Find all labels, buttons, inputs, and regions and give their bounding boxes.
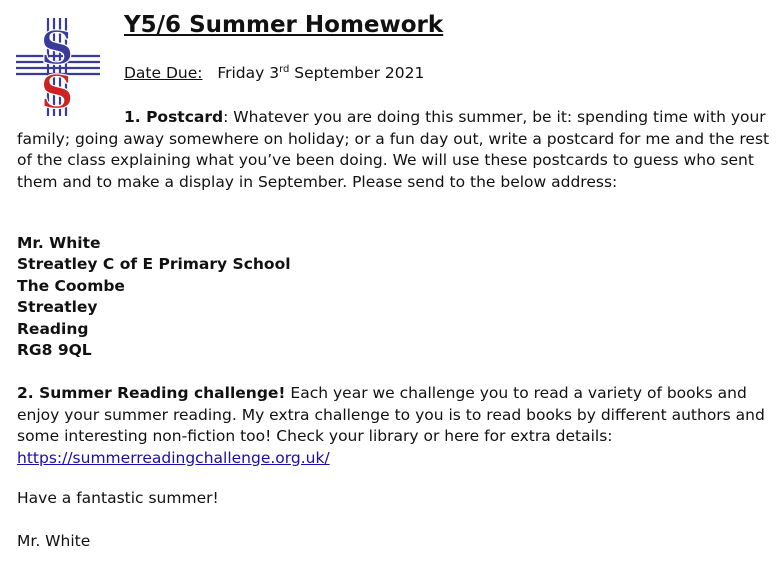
reading-challenge-link[interactable]: https://summerreadingchallenge.org.uk/ [17, 448, 330, 467]
postcard-heading: 1. Postcard [124, 108, 224, 126]
page-title: Y5/6 Summer Homework [124, 12, 444, 38]
address-line: Reading [17, 319, 89, 338]
postcard-text: : Whatever you are doing this summer, be it: spending time with your family; going away somewhere on holiday; or a fun day out, write a postcard for me and the rest of the class explaining what you’ve been doing. We will use these postcards to guess who sent them and to make a display in September. Please send to the below address: [17, 108, 770, 191]
address-line: RG8 9QL [17, 341, 92, 360]
reading-paragraph [17, 383, 776, 469]
postal-address [17, 233, 291, 361]
date-due [124, 64, 424, 82]
postcard-paragraph [17, 107, 776, 193]
address-line: Mr. White [17, 234, 101, 252]
date-due-value: Friday 3rd September 2021 [217, 64, 425, 83]
reading-heading: 2. Summer Reading challenge! [17, 384, 286, 402]
closing-line: Have a fantastic summer! [17, 489, 219, 507]
address-line: The Coombe [17, 276, 125, 295]
address-line: Streatley [17, 298, 98, 317]
school-logo [14, 16, 102, 118]
address-line: Streatley C of E Primary School [17, 255, 291, 274]
logo-letter-blue: S [40, 21, 74, 75]
date-due-label: Date Due: [124, 64, 203, 83]
logo-letter-red: S [40, 65, 74, 118]
signature: Mr. White [17, 532, 91, 550]
reading-text: Each year we challenge you to read a variety of books and enjoy your summer reading. My extra challenge to you is to read books by different authors and some interesting non-fiction too! Check your library or here for extra details: [17, 384, 765, 445]
